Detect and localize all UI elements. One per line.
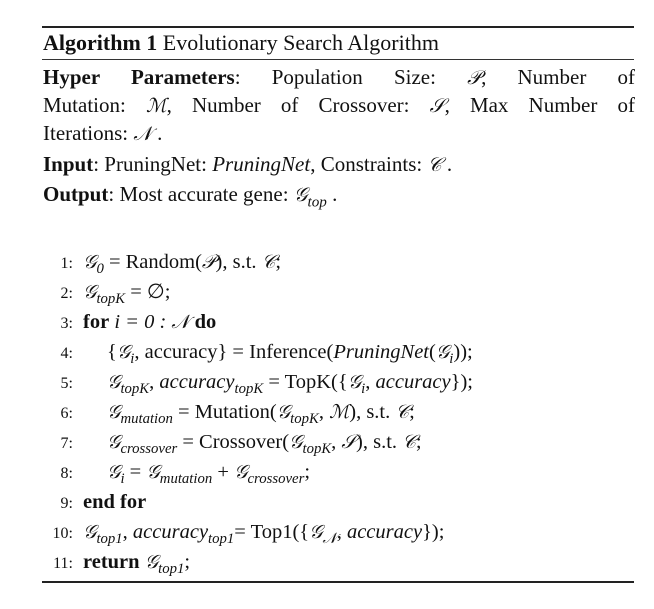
accuracy-symbol: accuracy: [159, 371, 235, 393]
step-text: ,: [331, 431, 342, 453]
mid-rule: [42, 59, 634, 60]
hp-text-6: Iterations:: [43, 121, 134, 145]
symbol-G: 𝒢: [289, 431, 303, 453]
line-number: 5:: [60, 375, 73, 392]
subscript: crossover: [120, 441, 178, 458]
symbol-C: 𝒞: [395, 401, 410, 423]
subscript: topK: [120, 381, 150, 398]
symbol-G: 𝒢: [435, 341, 450, 363]
hp-text-1: : Population Size:: [234, 65, 468, 89]
step-text: ,: [122, 521, 133, 543]
subscript: i: [449, 351, 454, 368]
symbol-S: 𝒮: [341, 431, 357, 453]
hyper-parameters-label: Hyper Parameters: [43, 65, 235, 89]
line-number: 9:: [60, 495, 73, 512]
hp-text-5: , Max Number of: [444, 93, 635, 117]
subscript: 𝒩: [322, 530, 337, 548]
keyword-return: return: [83, 551, 140, 573]
input-text-1: : PruningNet:: [93, 152, 213, 176]
symbol-P: 𝒫: [201, 251, 216, 273]
step-11: [43, 549, 191, 578]
step-text: ;: [184, 551, 191, 573]
keyword-end-for: end for: [83, 491, 147, 513]
step-text: ;: [409, 401, 415, 423]
output-line: [43, 181, 635, 215]
step-text: = Mutation(: [172, 401, 277, 423]
step-text: });: [450, 371, 473, 393]
output-label: Output: [43, 182, 109, 206]
step-3: [43, 309, 216, 335]
step-text: ,: [318, 401, 330, 423]
hyper-parameters-line-2: [43, 92, 635, 119]
step-text: = Top1({: [234, 521, 310, 543]
subscript: i: [130, 351, 135, 368]
line-number: 6:: [60, 405, 73, 422]
symbol-G: 𝒢: [83, 281, 97, 303]
algorithm-name: Evolutionary Search Algorithm: [162, 30, 439, 55]
step-text: = ∅;: [125, 281, 171, 303]
step-7: [43, 429, 422, 458]
subscript: topK: [96, 291, 126, 308]
line-number: 11:: [53, 555, 73, 572]
step-text: ,: [336, 521, 347, 543]
accuracy-symbol: accuracy: [346, 521, 423, 543]
hp-text-4: , Number of Crossover:: [166, 93, 430, 117]
step-text: ,: [149, 371, 160, 393]
step-text: ), s.t.: [356, 431, 403, 453]
hyper-parameters-line-1: [43, 64, 635, 91]
subscript: i: [120, 471, 125, 488]
input-text-2: , Constraints:: [310, 152, 428, 176]
symbol-M: ℳ: [329, 401, 350, 423]
symbol-G: 𝒢: [146, 461, 160, 483]
step-text: = TopK({: [263, 371, 348, 393]
step-text: i = 0 :: [109, 311, 172, 333]
step-text: {: [107, 341, 117, 363]
step-text: ;: [304, 461, 311, 483]
subscript: top1: [158, 561, 185, 578]
symbol-G: 𝒢: [107, 401, 121, 423]
step-text: , accuracy} = Inference(: [134, 341, 334, 363]
subscript: topK: [234, 381, 264, 398]
symbol-G: 𝒢: [309, 521, 323, 543]
subscript: top1: [96, 531, 123, 548]
step-text: ));: [453, 341, 473, 363]
symbol-G: 𝒢: [107, 461, 121, 483]
accuracy-symbol: accuracy: [132, 521, 209, 543]
output-text-1: : Most accurate gene:: [108, 182, 294, 206]
subscript: i: [361, 381, 366, 398]
line-number: 7:: [60, 435, 73, 452]
subscript: crossover: [247, 471, 305, 488]
hyper-parameters-line-3: [43, 120, 635, 147]
line-number: 8:: [60, 465, 73, 482]
subscript: mutation: [120, 411, 173, 428]
symbol-S: 𝒮: [429, 94, 445, 117]
symbol-P: 𝒫: [467, 66, 482, 89]
symbol-G: 𝒢: [83, 521, 97, 543]
step-text: = Random(: [103, 251, 202, 273]
step-6: [43, 399, 415, 428]
step-text: (: [429, 341, 436, 363]
step-text: ,: [365, 371, 376, 393]
symbol-G: 𝒢: [144, 551, 159, 573]
hp-text-2: , Number of: [481, 65, 635, 89]
bottom-rule: [42, 581, 634, 583]
symbol-C: 𝒞: [427, 153, 442, 176]
symbol-G: 𝒢: [83, 251, 97, 273]
algorithm-label: Algorithm 1: [43, 30, 158, 55]
line-number: 2:: [60, 285, 73, 302]
subscript: 0: [96, 261, 104, 278]
accuracy-symbol: accuracy: [375, 371, 451, 393]
line-number: 10:: [52, 525, 73, 542]
keyword-for: for: [83, 311, 110, 333]
symbol-N: 𝒩: [171, 311, 190, 333]
step-2: [43, 279, 171, 308]
hp-text-3: Mutation:: [43, 93, 146, 117]
symbol-G: 𝒢: [116, 341, 131, 363]
line-number: 4:: [60, 345, 73, 362]
subscript: mutation: [159, 471, 213, 488]
subscript: topK: [290, 411, 319, 428]
input-label: Input: [43, 152, 94, 176]
symbol-G: 𝒢: [347, 371, 362, 393]
step-text: ), s.t.: [215, 251, 262, 273]
pruningnet-symbol: PruningNet: [212, 152, 311, 176]
step-text: = Crossover(: [177, 431, 290, 453]
step-text: });: [422, 521, 445, 543]
line-number: 3:: [60, 315, 73, 332]
symbol-G: 𝒢: [107, 431, 121, 453]
top-rule: [42, 26, 634, 28]
symbol-M: ℳ: [145, 94, 167, 117]
hp-text-7: .: [151, 121, 163, 145]
step-4: [43, 339, 473, 368]
output-text-2: .: [326, 182, 338, 206]
algorithm-title: [43, 30, 439, 56]
input-line: [43, 151, 635, 178]
step-text: +: [212, 461, 235, 483]
symbol-C: 𝒞: [402, 431, 416, 453]
step-8: 8: 𝒢$_i$ = 𝒢$_{mutation}$ + 𝒢$_{crossover}$;: [43, 459, 310, 485]
symbol-G: 𝒢: [107, 371, 121, 393]
symbol-G: 𝒢: [293, 183, 308, 206]
step-text: ;: [275, 251, 282, 273]
step-5: [43, 369, 473, 398]
subscript: topK: [302, 441, 332, 458]
input-text-3: .: [441, 152, 453, 176]
subscript-top: top: [307, 194, 327, 211]
pruningnet-symbol: PruningNet: [333, 341, 429, 363]
step-1: [43, 249, 282, 278]
symbol-C: 𝒞: [261, 251, 276, 273]
symbol-G: 𝒢: [234, 461, 248, 483]
subscript: top1: [208, 531, 235, 548]
symbol-N: 𝒩: [133, 122, 152, 145]
symbol-G: 𝒢: [276, 401, 291, 423]
keyword-do: do: [194, 311, 217, 333]
line-number: 1:: [60, 255, 73, 272]
step-text: ), s.t.: [349, 401, 396, 423]
step-text: ;: [415, 431, 422, 453]
step-9: [43, 489, 146, 515]
step-10: [43, 519, 445, 548]
